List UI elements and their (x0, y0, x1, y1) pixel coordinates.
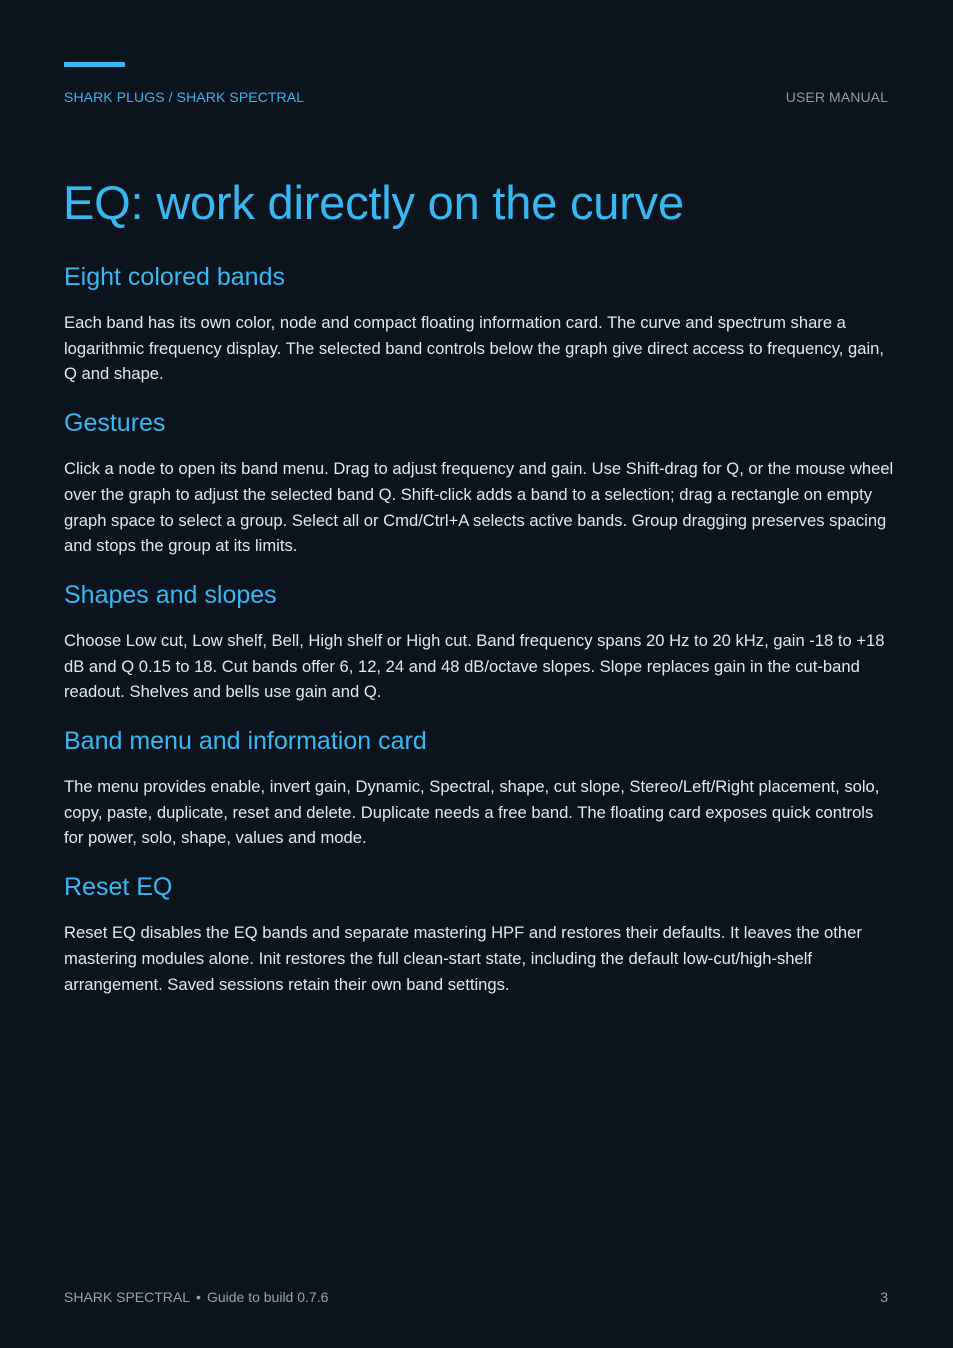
footer-separator: • (196, 1289, 201, 1305)
section-gestures (64, 404, 894, 559)
section-shapes-and-slopes (64, 576, 894, 705)
page-number: 3 (880, 1289, 888, 1305)
section-heading: Reset EQ (64, 873, 173, 902)
document-type-label: USER MANUAL (785, 89, 888, 105)
footer-product: SHARK SPECTRAL (64, 1289, 191, 1305)
footer-info (64, 1289, 328, 1305)
accent-bar (64, 62, 125, 67)
section-eight-colored-bands (64, 258, 894, 387)
section-heading: Band menu and information card (64, 727, 427, 756)
section-body: Choose Low cut, Low shelf, Bell, High shelf or High cut. Band frequency spans 20 Hz to 20 kHz, gain -18 to +18 dB and Q 0.15 to 18. Cut bands offer 6, 12, 24 and 48 dB/octave slopes. Slope replaces gain in the cut-band readout. Shelves and bells use gain and Q. (64, 630, 885, 702)
content (64, 258, 894, 1014)
section-body: Reset EQ disables the EQ bands and separate mastering HPF and restores their defaults. It leaves the other mastering modules alone. Init restores the full clean-start state, including the default low-cut/high-shelf arrangement. Saved sessions retain their own band settings. (64, 923, 862, 994)
breadcrumb: SHARK PLUGS / SHARK SPECTRAL (64, 89, 305, 105)
section-body: Each band has its own color, node and compact floating information card. The curve and spectrum share a logarithmic frequency display. The selected band controls below the graph give direct access to frequency, gain, Q and shape. (64, 313, 885, 384)
section-band-menu (64, 722, 894, 851)
footer-build: Guide to build 0.7.6 (206, 1289, 329, 1305)
section-reset-eq (64, 868, 894, 997)
page-title: EQ: work directly on the curve (63, 176, 684, 229)
section-body: Click a node to open its band menu. Drag to adjust frequency and gain. Use Shift-drag for Q, or the mouse wheel over the graph to adjust the selected band Q. Shift-click adds a band to a selection; drag a rectangle on empty graph space to select a group. Select all or Cmd/Ctrl+A selects active bands. Group dragging preserves spacing and stops the group at its limits. (64, 459, 894, 556)
section-heading: Eight colored bands (64, 263, 285, 291)
section-heading: Gestures (64, 409, 166, 438)
section-heading: Shapes and slopes (64, 580, 277, 609)
section-body: The menu provides enable, invert gain, Dynamic, Spectral, shape, cut slope, Stereo/Left/Right placement, solo, copy, paste, duplicate, reset and delete. Duplicate needs a free band. The floating card exposes quick controls for power, solo, shape, values and mode. (64, 777, 880, 848)
